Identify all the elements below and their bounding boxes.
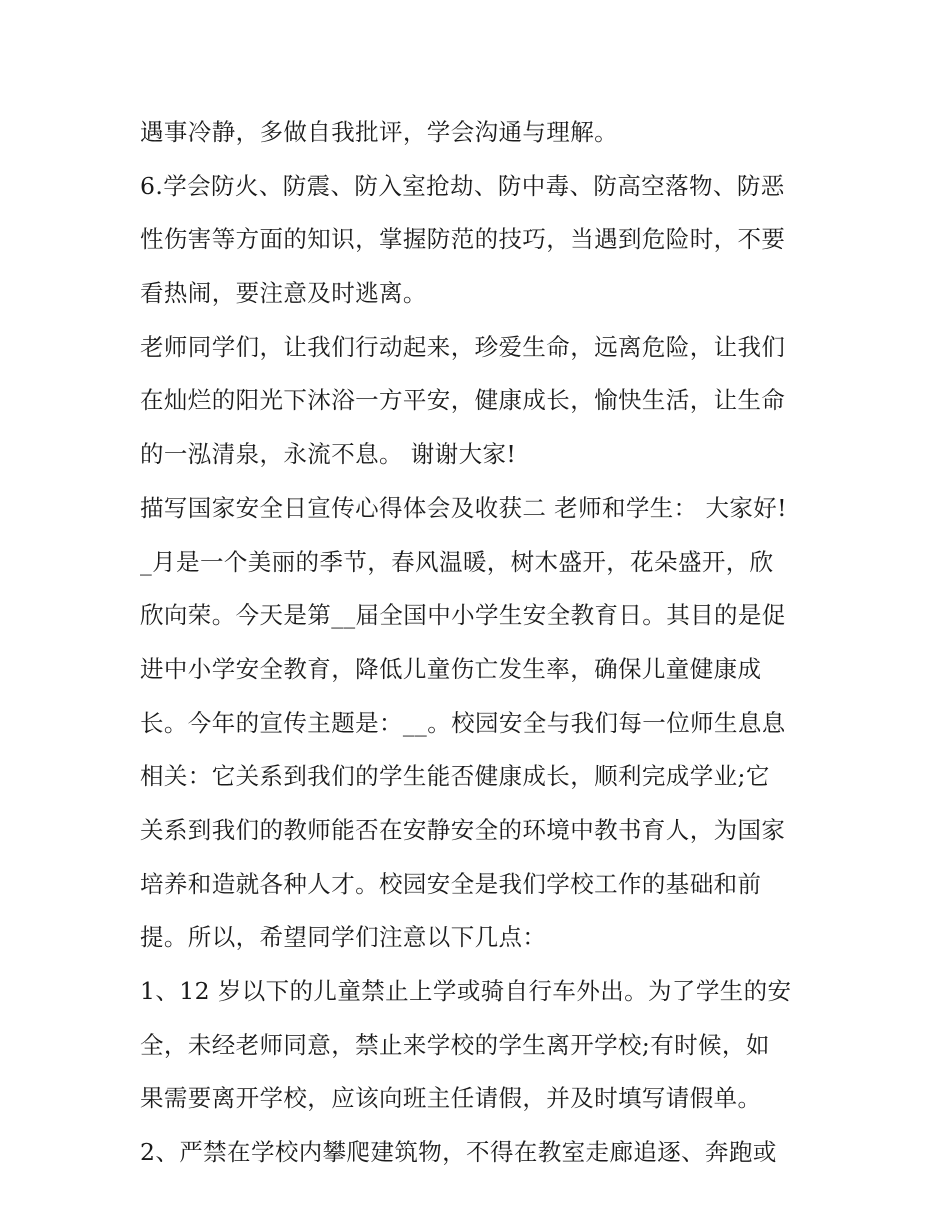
text-line: 相关：它关系到我们的学生能否健康成长，顺利完成学业;它	[140, 762, 770, 791]
text-line: _月是一个美丽的季节，春风温暖，树木盛开，花朵盛开，欣	[140, 547, 774, 576]
text-line: 进中小学安全教育，降低儿童伤亡发生率，确保儿童健康成	[140, 654, 762, 683]
list-item-line: 2、严禁在学校内攀爬建筑物，不得在教室走廊追逐、奔跑或	[140, 1138, 777, 1167]
text-line: 长。今年的宣传主题是：__。校园安全与我们每一位师生息息	[140, 708, 786, 737]
text-line: 看热闹，要注意及时逃离。	[140, 279, 427, 308]
section-heading-line: 描写国家安全日宣传心得体会及收获二 老师和学生： 大家好!	[140, 493, 787, 522]
text-line: 6.学会防火、防震、防入室抢劫、防中毒、防高空落物、防恶	[140, 171, 785, 200]
text-line: 的一泓清泉，永流不息。 谢谢大家!	[140, 440, 517, 469]
text-line: 性伤害等方面的知识，掌握防范的技巧，当遇到危险时，不要	[140, 225, 786, 254]
text-line: 老师同学们，让我们行动起来，珍爱生命，远离危险，让我们	[140, 332, 786, 361]
text-line: 遇事冷静，多做自我批评，学会沟通与理解。	[140, 118, 618, 146]
text-line: 欣向荣。今天是第__届全国中小学生安全教育日。其目的是促	[140, 601, 786, 630]
text-line: 提。所以，希望同学们注意以下几点：	[140, 923, 547, 952]
text-line: 在灿烂的阳光下沐浴一方平安，健康成长，愉快生活，让生命	[140, 386, 786, 415]
text-line: 培养和造就各种人才。校园安全是我们学校工作的基础和前	[140, 869, 762, 898]
document-body	[140, 106, 820, 1180]
text-line: 关系到我们的教师能否在安静安全的环境中教书育人，为国家	[140, 815, 786, 844]
text-line: 全，未经老师同意，禁止来学校的学生离开学校;有时候，如	[140, 1030, 770, 1059]
list-item-line: 1、12 岁以下的儿童禁止上学或骑自行车外出。为了学生的安	[140, 977, 792, 1005]
text-line: 果需要离开学校，应该向班主任请假，并及时填写请假单。	[140, 1084, 762, 1113]
